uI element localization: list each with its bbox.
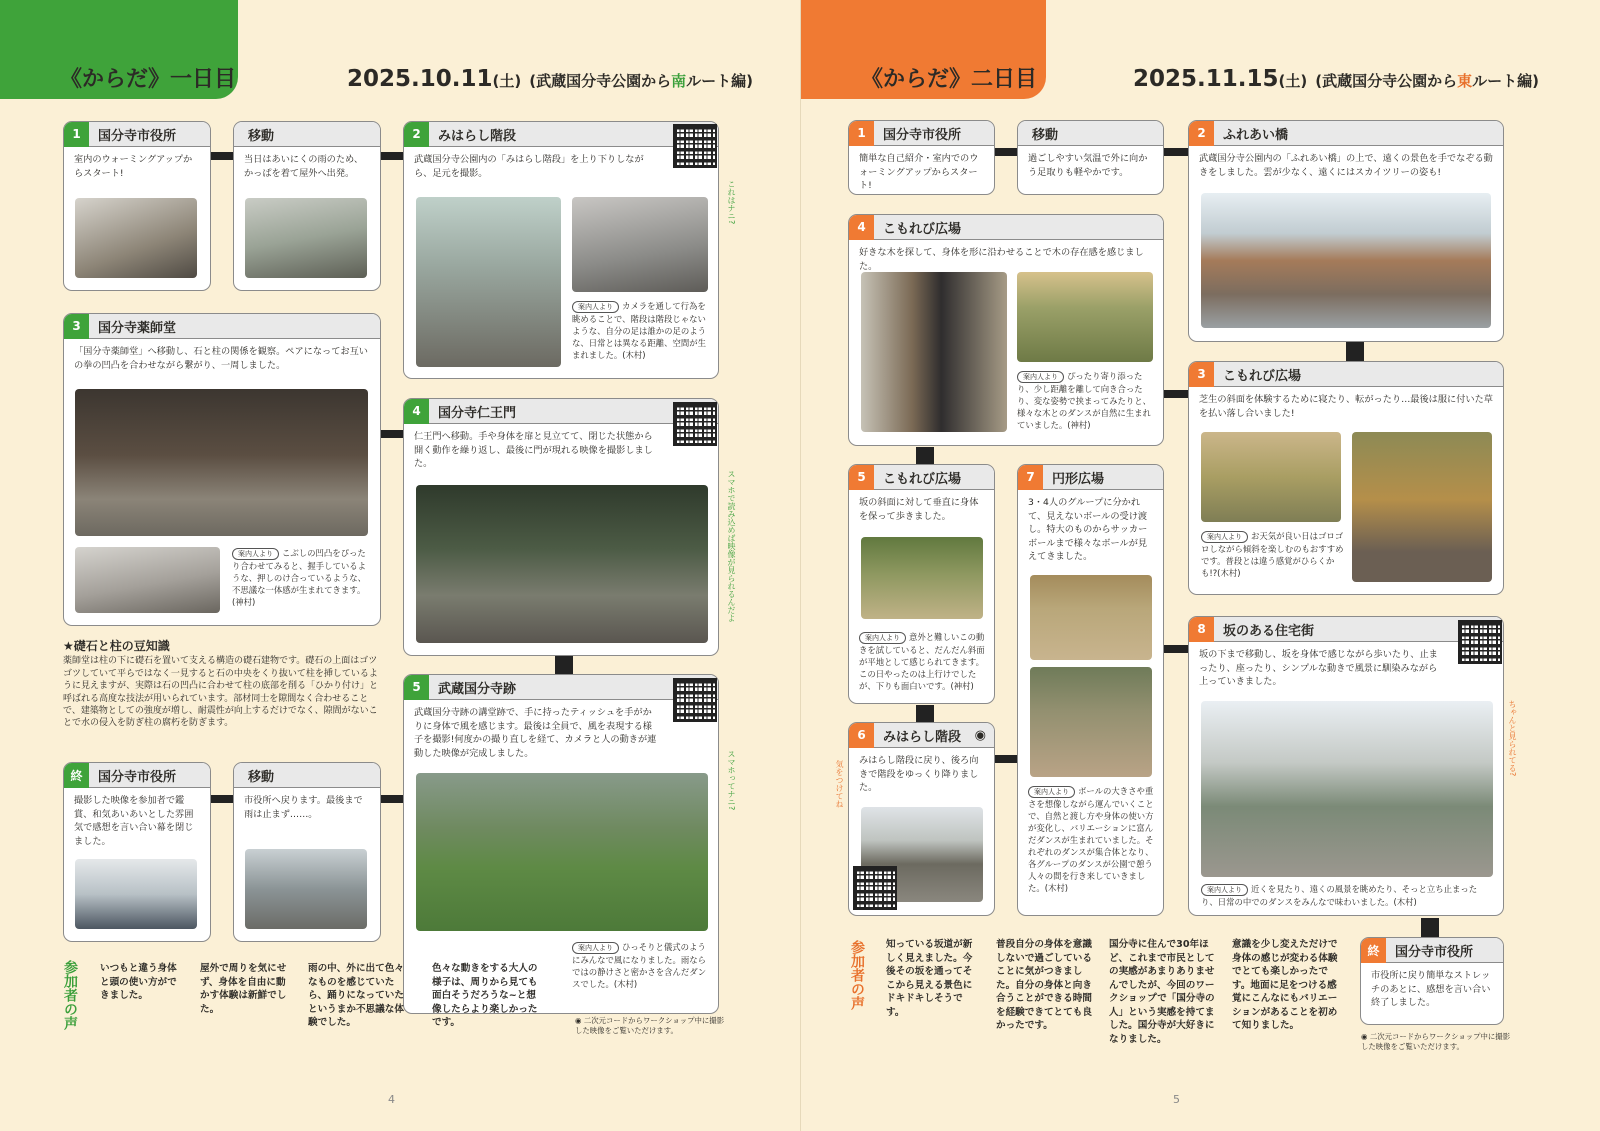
photo xyxy=(1030,575,1152,660)
connector xyxy=(994,755,1019,763)
voice: 普段自分の身体を意識しないで過ごしていることに気がつきました。自分の身体と向き合うことができる時間を経験できてとても良かったです。 xyxy=(996,939,1092,1031)
step-card-final: 終 国分寺市役所 市役所に戻り簡単なストレッチのあとに、感想を言い合い終了しました。 xyxy=(1360,937,1504,1025)
step-card-3: 3 こもれび広場 芝生の斜面を体験するために寝たり、転がったり…最後は服に付いた草を払い落し合いました! 案内人より お天気が良い日はゴロゴロしながら傾斜を楽しむのもおすすめです。普段とは違う感覚がひらくかも!?(木村) xyxy=(1188,361,1504,595)
step-card-6: 6 みはらし階段 ◉ みはらし階段に戻り、後ろ向きで階段をゆっくり降りました。 xyxy=(848,722,995,916)
voice: 知っている坂道が新しく見えました。今後その坂を通ってそこから見える景色にドキドキしそうです。 xyxy=(886,939,973,1018)
step-card-2: 2 ふれあい橋 武蔵国分寺公園内の「ふれあい橋」の上で、遠くの景色を手でなぞる動きをしました。雲が少なく、遠くにはスカイツリーの姿も! xyxy=(1188,120,1504,342)
photo xyxy=(1352,432,1492,582)
trivia-text: 薬師堂は柱の下に礎石を置いて支える構造の礎石建物です。礎石の上面はゴツゴツしていて平らではなく一見すると石の中央をくり抜いて柱を挿しているように見えますが、実際は石の凹凸に合わせて柱の底部を削る「ひかり付け」と呼ばれる高度な技法が用いられています。部材同士を隙間なく合わせることで、建築物としての強度が増し、耐震性が向上するだけでなく、隙間がないことで水の侵入を防ぎ柱の腐朽を防ぎます。 xyxy=(63,656,379,729)
step-card-1: 1 国分寺市役所 簡単な自己紹介・室内でのウォーミングアップからスタート! xyxy=(848,120,995,195)
video-camera-icon: ◉ xyxy=(1361,1032,1368,1041)
step-text: 簡単な自己紹介・室内でのウォーミングアップからスタート! xyxy=(859,153,979,191)
step-text: 「国分寺薬師堂」へ移動し、石と柱の関係を観察。ペアになってお互いの拳の凹凸を合わせながら繋がり、一周しました。 xyxy=(74,346,368,371)
side-caption: スマホってナニ? xyxy=(727,750,736,811)
step-text: 市役所に戻り簡単なストレッチのあとに、感想を言い合い終了しました。 xyxy=(1371,970,1491,1008)
connector xyxy=(1346,340,1364,362)
photo xyxy=(572,197,708,292)
photo xyxy=(75,389,368,536)
connector xyxy=(1163,148,1188,156)
step-card-5: 5 こもれび広場 坂の斜面に対して垂直に身体を保って歩きました。 案内人より 意外と難しいこの動きを試していると、だんだん斜面が平地として感じられてきます。この日やったのは上行けでしたが、下りも面白いです。(神村) xyxy=(848,464,995,704)
step-text: 武蔵国分寺公園内の「ふれあい橋」の上で、遠くの景色を手でなぞる動きをしました。雲が少なく、遠くにはスカイツリーの姿も! xyxy=(1199,153,1493,178)
page-number: 5 xyxy=(1173,1093,1180,1106)
step-text: 仁王門へ移動。手や身体を扉と見立てて、閉じた状態から開く動作を繰り返し、最後に門が現れる映像を撮影しました。 xyxy=(414,431,653,469)
connector xyxy=(380,152,405,160)
photo xyxy=(245,849,367,929)
connector xyxy=(380,795,405,803)
guide-memo: ぴったり寄り添ったり、少し距離を離して向き合ったり、変な姿勢で挟まってみたりと、様々な木とのダンスが自然に生まれていました。(神村) xyxy=(1017,371,1151,430)
step-text: 過ごしやすい気温で外に向かう足取りも軽やかです。 xyxy=(1028,153,1148,178)
connector xyxy=(380,430,405,438)
voice: いつもと違う身体と頭の使い方ができました。 xyxy=(100,963,177,1001)
day-tab: 《からだ》二日目 xyxy=(801,0,1046,99)
date-heading: 2025.11.15(土) (武蔵国分寺公園から東ルート編) xyxy=(1133,66,1539,92)
qr-note: ◉ 二次元コードからワークショップ中に撮影した映像をご覧いただけます。 xyxy=(1361,1032,1511,1051)
right-page xyxy=(800,0,1600,1131)
guide-memo: 意外と難しいこの動きを試していると、だんだん斜面が平地として感じられてきます。この日やったのは上行けでしたが、下りも面白いです。(神村) xyxy=(859,632,985,691)
side-caption: 気をつけてね xyxy=(835,760,844,808)
side-caption: これはナニ? xyxy=(727,180,736,225)
step-title: 国分寺市役所 xyxy=(98,128,177,144)
connector xyxy=(1163,645,1188,653)
connector xyxy=(994,148,1019,156)
day-tab: 《からだ》一日目 xyxy=(0,0,238,99)
qr-code[interactable] xyxy=(673,678,717,722)
step-text: 室内のウォーミングアップからスタート! xyxy=(74,154,193,179)
photo xyxy=(416,485,708,643)
step-card-3: 3 国分寺薬師堂 「国分寺薬師堂」へ移動し、石と柱の関係を観察。ペアになってお互いの拳の凹凸を合わせながら繋がり、一周しました。 案内人より こぶしの凹凸をぴったり合わせてみると、握手しているような、押しのけ合っているような、不思議な一体感が生まれてきます。(神村) xyxy=(63,313,381,626)
qr-note: ◉ 二次元コードからワークショップ中に撮影した映像をご覧いただけます。 xyxy=(575,1016,725,1035)
move-card: 移動 過ごしやすい気温で外に向かう足取りも軽やかです。 xyxy=(1017,120,1164,195)
step-card-5: 5 武蔵国分寺跡 武蔵国分寺跡の講堂跡で、手に持ったティッシュを手がかりに身体で風を感じます。最後は全員で、風を表現する様子を撮影!何度かの撮り直しを経て、カメラと人の動きが連動した映像が完成しました。 案内人より ひっそりと儀式のようにみんなで風になりました。雨ならではの静けさと密かさを含んだダンスでした。(木村) xyxy=(403,674,719,1014)
step-text: 撮影した映像を参加者で鑑賞、和気あいあいとした雰囲気で感想を言い合い幕を閉じました。 xyxy=(74,795,194,847)
step-number: 1 xyxy=(64,122,89,147)
guide-memo: 近くを見たり、遠くの風景を眺めたり、そっと立ち止まったり、日常の中でのダンスをみんなで味わいました。(木村) xyxy=(1201,884,1478,907)
step-card-1 xyxy=(63,121,211,291)
qr-code[interactable] xyxy=(673,402,717,446)
step-card-8: 8 坂のある住宅街 坂の下まで移動し、坂を身体で感じながら歩いたり、止まったり、座ったり、シンプルな動きで風景に馴染みながら上っていきました。 案内人より 近くを見たり、遠くの風景を眺めたり、そっと立ち止まったり、日常の中でのダンスをみんなで味わいました。(木村) xyxy=(1188,616,1504,916)
move-card: 移動 市役所へ戻ります。最後まで雨は止まず……。 xyxy=(233,762,381,942)
side-caption: ちゃんと見られてる? xyxy=(1508,700,1517,777)
step-title: 移動 xyxy=(248,128,275,144)
guide-memo: ひっそりと儀式のようにみんなで風になりました。雨ならではの静けさと密かさを含んだダンスでした。(木村) xyxy=(572,942,707,989)
photo xyxy=(75,547,220,613)
photo xyxy=(416,197,561,367)
photo xyxy=(861,537,983,619)
step-text: 武蔵国分寺公園内の「みはらし階段」を上り下りしながら、足元を撮影。 xyxy=(414,154,644,179)
connector xyxy=(916,705,934,723)
date-heading: 2025.10.11(土) (武蔵国分寺公園から南ルート編) xyxy=(347,66,753,92)
step-text: 好きな木を探して、身体を形に沿わせることで木の存在感を感じました。 xyxy=(859,247,1144,272)
photo xyxy=(1030,667,1152,777)
voice: 雨の中、外に出て色々なものを感じていたら、踊りになっていたというまか不思議な体験でした。 xyxy=(308,963,404,1028)
photo xyxy=(1201,432,1341,522)
voice: 屋外で周りを気にせず、身体を自由に動かす体験は新鮮でした。 xyxy=(200,963,287,1015)
step-card-final: 終 国分寺市役所 撮影した映像を参加者で鑑賞、和気あいあいとした雰囲気で感想を言い合い幕を閉じました。 xyxy=(63,762,211,942)
step-text: みはらし階段に戻り、後ろ向きで階段をゆっくり降りました。 xyxy=(859,755,979,793)
page-number: 4 xyxy=(388,1093,395,1106)
connector xyxy=(1163,390,1188,398)
step-text: 3・4人のグループに分かれて、見えないボールの受け渡し。特大のものからサッカーボールまで様々なボールが見えてきました。 xyxy=(1028,497,1148,562)
video-camera-icon: ◉ xyxy=(575,1016,582,1025)
step-text: 芝生の斜面を体験するために寝たり、転がったり…最後は服に付いた草を払い落し合いました! xyxy=(1199,394,1493,419)
photo xyxy=(245,198,367,278)
step-text: 坂の斜面に対して垂直に身体を保って歩きました。 xyxy=(859,497,979,522)
guide-memo: こぶしの凹凸をぴったり合わせてみると、握手しているような、押しのけ合っているような、不思議な一体感が生まれてきます。(神村) xyxy=(232,548,366,607)
connector xyxy=(210,152,235,160)
connector xyxy=(555,655,573,675)
step-card-4: 4 国分寺仁王門 仁王門へ移動。手や身体を扉と見立てて、閉じた状態から開く動作を繰り返し、最後に門が現れる映像を撮影しました。 xyxy=(403,398,719,656)
connector xyxy=(1421,918,1439,938)
voice: 色々な動きをする大人の様子は、周りから見ても面白そうだろうな~と想像したらより楽しかったです。 xyxy=(432,963,538,1028)
move-card xyxy=(233,121,381,291)
video-camera-icon: ◉ xyxy=(974,727,986,743)
qr-code[interactable] xyxy=(1458,620,1502,664)
photo xyxy=(1201,701,1493,877)
side-caption: スマホで読み込めば映像が見られるんだよ xyxy=(727,470,736,622)
qr-code[interactable] xyxy=(673,124,717,168)
photo xyxy=(861,272,1007,432)
qr-code[interactable] xyxy=(853,866,897,910)
step-text: 当日はあいにくの雨のため、かっぱを着て屋外へ出発。 xyxy=(244,154,364,179)
photo xyxy=(416,773,708,931)
step-card-4: 4 こもれび広場 好きな木を探して、身体を形に沿わせることで木の存在感を感じました。 案内人より ぴったり寄り添ったり、少し距離を離して向き合ったり、変な姿勢で挟まってみたりと、様々な木とのダンスが自然に生まれていました。(神村) xyxy=(848,214,1164,446)
step-card-7: 7 円形広場 3・4人のグループに分かれて、見えないボールの受け渡し。特大のものからサッカーボールまで様々なボールが見えてきました。 案内人より ボールの大きさや重さを想像しながら運んでいくことで、自然と渡し方や身体の使い方が変化し、バリエーションに富んだダンスが生まれていました。それぞれのダンスが集合体となり、各グループのダンスが公園で憩う人々の間を行き来していきました。(木村) xyxy=(1017,464,1164,916)
guide-memo: ボールの大きさや重さを想像しながら運んでいくことで、自然と渡し方や身体の使い方が変化し、バリエーションに富んだダンスが生まれていました。それぞれのダンスが集合体となり、各グループのダンスが公園で憩う人々の間を行き来していきました。(木村) xyxy=(1028,786,1154,893)
voice: 国分寺に住んで30年ほど、これまで市民としての実感があまりありませんでしたが、今回のワークショップで「国分寺の人」という実感を持てました。国分寺が大好きになりました。 xyxy=(1109,939,1215,1045)
voices-label: 参加者の声 xyxy=(62,960,78,1030)
step-text: 坂の下まで移動し、坂を身体で感じながら歩いたり、止まったり、座ったり、シンプルな動きで風景に馴染みながら上っていきました。 xyxy=(1199,649,1438,687)
connector xyxy=(916,447,934,465)
guide-memo: カメラを通して行為を眺めることで、階段は階段じゃないような、自分の足は誰かの足のような、日常とは異なる距離、空間が生まれました。(木村) xyxy=(572,301,706,360)
photo xyxy=(75,198,197,278)
voice: 意識を少し変えただけで身体の感じが変わる体験でとても楽しかったです。地面に足をつける感覚にこんなにもバリエーションがあることを初めて知りました。 xyxy=(1232,939,1338,1031)
photo xyxy=(1201,193,1491,328)
voices-label: 参加者の声 xyxy=(849,940,865,1010)
trivia-title: ★礎石と柱の豆知識 xyxy=(63,639,170,653)
step-text: 市役所へ戻ります。最後まで雨は止まず……。 xyxy=(244,795,363,820)
guide-memo: お天気が良い日はゴロゴロしながら傾斜を楽しむのもおすすめです。普段とは違う感覚がひらくかも!?(木村) xyxy=(1201,531,1344,578)
photo xyxy=(1017,272,1153,362)
photo xyxy=(75,859,197,929)
connector xyxy=(210,795,235,803)
step-card-2: 2 みはらし階段 武蔵国分寺公園内の「みはらし階段」を上り下りしながら、足元を撮影。 案内人より カメラを通して行為を眺めることで、階段は階段じゃないような、自分の足は誰かの足のような、日常とは異なる距離、空間が生まれました。(木村) xyxy=(403,121,719,379)
trivia-box xyxy=(63,640,381,730)
step-text: 武蔵国分寺跡の講堂跡で、手に持ったティッシュを手がかりに身体で風を感じます。最後は全員で、風を表現する様子を撮影!何度かの撮り直しを経て、カメラと人の動きが連動した映像が完成しました。 xyxy=(414,707,657,759)
